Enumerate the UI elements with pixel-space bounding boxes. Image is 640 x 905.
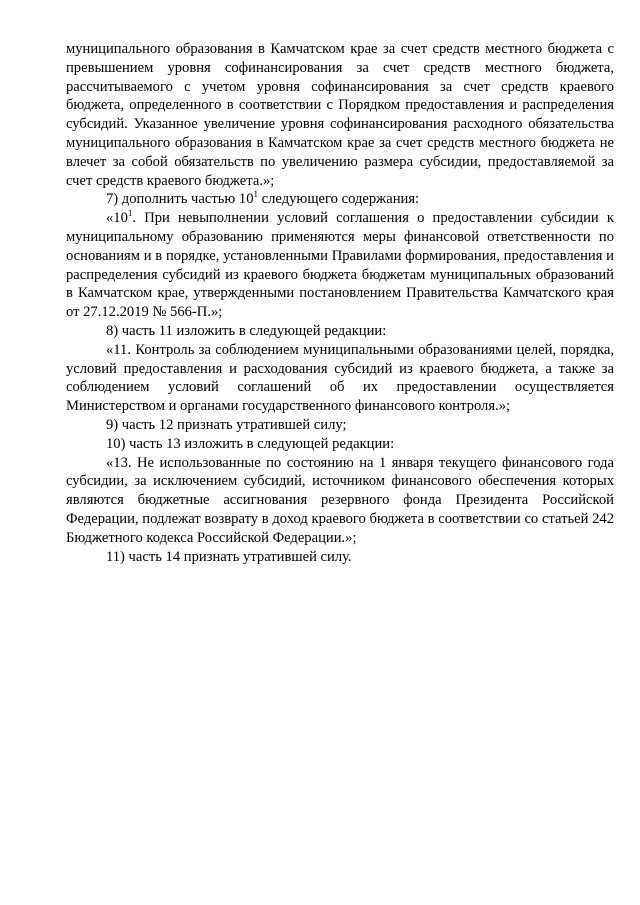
paragraph-item-9: 9) часть 12 признать утратившей силу; [106, 416, 347, 433]
paragraph-item-7-text-end: следующего содержания: [258, 191, 420, 208]
superscript: 1 [127, 208, 133, 219]
paragraph-continuation: муниципального образования в Камчатском крае за счет средств местного бюджета с превышением уровня софинансирования за счет средств местного бюджета, рассчитываемого с учетом уровня софинансирования за счет средств краевого бюджета, определенного в соответствии с Порядком предоставления и распределения субсидий. Указанное увеличение уровня софинансирования расходного обязательства муниципального образования в Камчатском крае за счет средств местного бюджета не влечет за собой обязательств по увеличению размера субсидии, предоставляемой за счет средств краевого бюджета.»; [66, 41, 614, 189]
paragraph-item-8: 8) часть 11 изложить в следующей редакции: [106, 322, 387, 339]
paragraph-part-10-1-body: . При невыполнении условий соглашения о предоставлении субсидии к муниципальному образованию применяются меры финансовой ответственности по основаниям и в порядке, установленными Правилами формирования, предоставления и распределения субсидий из краевого бюджета бюджетам муниципальных образований в Камчатском крае, утвержденными постановлением Правительства Камчатского края от 27.12.2019 № 566-П.»; [66, 210, 614, 321]
paragraph-part-10-1-start: «10 [106, 210, 128, 227]
paragraph-part-11: «11. Контроль за соблюдением муниципальными образованиями целей, порядка, условий предоставления и расходования субсидий из краевого бюджета, а также за соблюдением условий соглашений об их предоставлении осуществляется Министерством и органами государственного финансового контроля.»; [66, 341, 614, 415]
paragraph-item-7-text: 7) дополнить частью 10 [106, 191, 254, 208]
superscript: 1 [253, 189, 258, 200]
document-page [66, 40, 614, 566]
paragraph-item-7 [66, 190, 614, 209]
paragraph-item-11: 11) часть 14 признать утратившей силу. [106, 548, 352, 565]
paragraph-item-10: 10) часть 13 изложить в следующей редакции: [106, 435, 395, 452]
paragraph-part-13: «13. Не использованные по состоянию на 1 января текущего финансового года субсидии, за исключением субсидий, источником финансового обеспечения которых являются бюджетные ассигнования резервного фонда Президента Российской Федерации, подлежат возврату в доход краевого бюджета в соответствии со статьей 242 Бюджетного кодекса Российской Федерации.»; [66, 454, 614, 546]
paragraph-part-10-1 [66, 209, 614, 322]
